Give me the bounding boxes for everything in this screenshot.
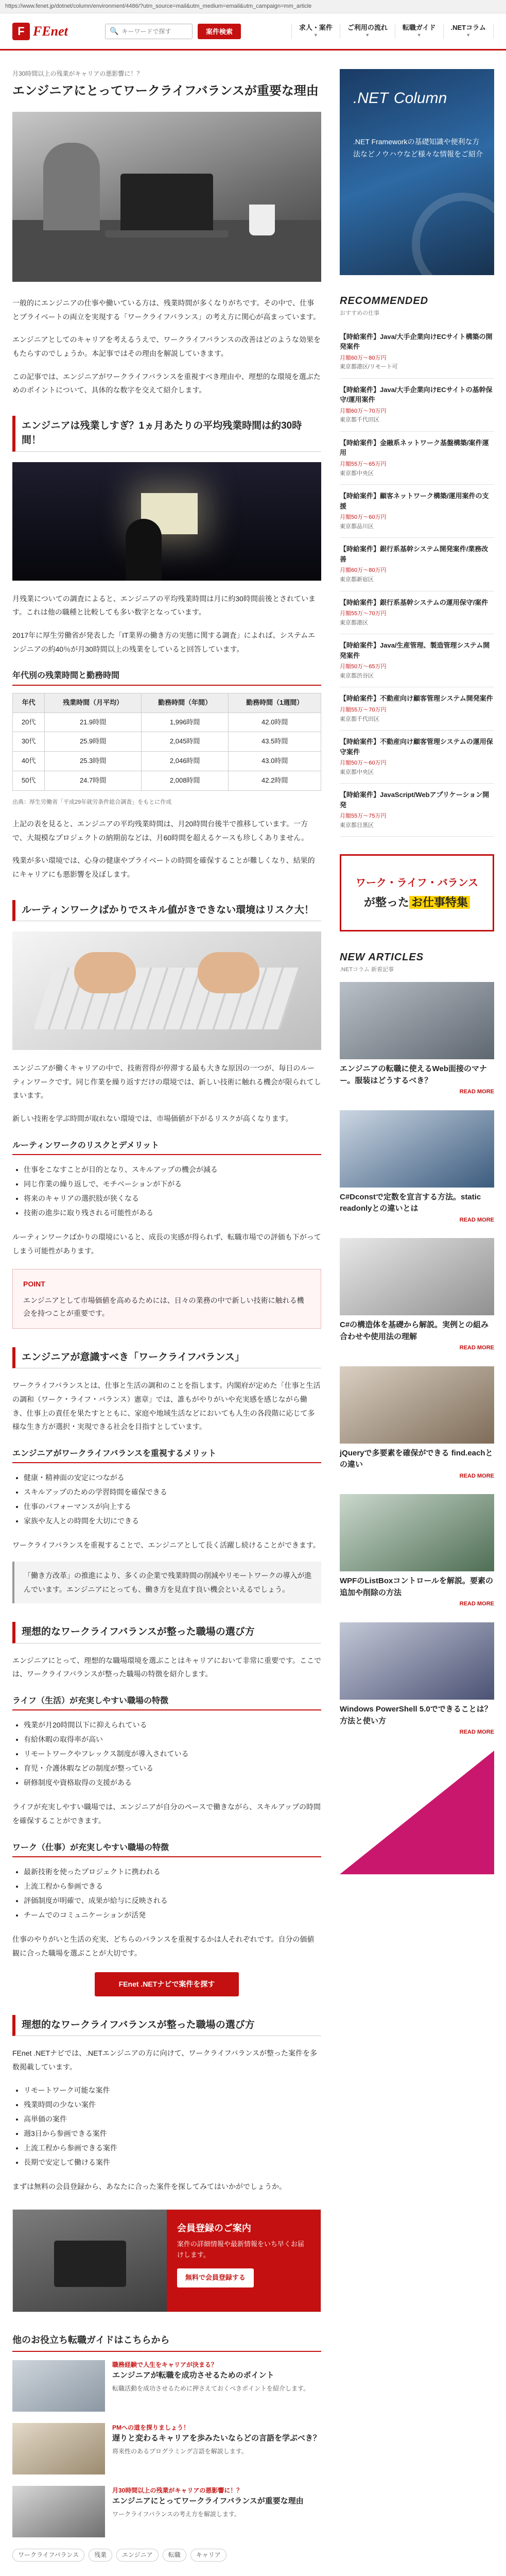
job-item[interactable]: 【時給案件】Java/生産管理、製造管理システム開発案件 月額50万〜65万円 東京都渋谷区 xyxy=(340,634,494,687)
note-box: 「働き方改革」の推進により、多くの企業で残業時間の削減やリモートワークの導入が進んでいます。エンジニアにとっても、働き方を見直す良い機会といえるでしょう。 xyxy=(12,1562,321,1603)
merit-list xyxy=(24,1470,321,1528)
banner-title: 会員登録のご案内 xyxy=(177,2223,251,2234)
logo-text: FEnet xyxy=(33,23,68,39)
body-paragraph: ワークライフバランスを重視することで、エンジニアとして長く活躍し続けることができます。 xyxy=(12,1541,320,1550)
new-articles-subheading: .NETコラム 新着記事 xyxy=(340,967,394,973)
register-button[interactable]: 無料で会員登録する xyxy=(177,2268,254,2287)
sidebar xyxy=(340,69,494,2576)
article-card[interactable]: Windows PowerShell 5.0でできることは？方法と使い方 READ MORE xyxy=(340,1622,494,1737)
work-feature-list xyxy=(24,1865,321,1922)
article-thumbnail xyxy=(340,1110,494,1188)
read-more-link[interactable]: READ MORE xyxy=(459,1089,494,1095)
table-row: 30代 25.9時間 2,045時間 43.5時間 xyxy=(13,732,321,752)
recommended-subheading: おすすめの仕事 xyxy=(340,310,380,316)
article-card[interactable]: エンジニアの転職に使えるWeb面接のマナー。服装はどうするべき？ READ MORE xyxy=(340,982,494,1097)
intro-paragraph: 一般的にエンジニアの仕事や働いている方は、残業時間が多くなりがちです。その中で、仕事とプライベートの両立を実現する「ワークライフバランス」の考え方に関心が高まっています。 xyxy=(12,299,321,321)
job-item[interactable]: 【時給案件】顧客ネットワーク構築/運用案件の支援 月額50万〜60万円 東京都品川区 xyxy=(340,485,494,538)
table-header: 勤務時間（年間） xyxy=(141,693,228,713)
list-item: • スキルアップのための学習時間を確保できる xyxy=(24,1485,321,1499)
list-item: • 残業が月20時間以下に抑えられている xyxy=(24,1718,321,1732)
article-thumbnail xyxy=(340,1366,494,1444)
chevron-down-icon: ▼ xyxy=(365,32,370,38)
list-item: • 同じ作業の繰り返しで、モチベーションが下がる xyxy=(24,1177,321,1191)
list-item: • 有給休暇の取得率が高い xyxy=(24,1732,321,1747)
intro-paragraph: この記事では、エンジニアがワークライフバランスを重視すべき理由や、理想的な環境を選ぶためのポイントについて、具体的な数字を交えて紹介します。 xyxy=(12,372,321,395)
hero-image xyxy=(12,112,321,282)
table-row: 20代 21.9時間 1,996時間 42.0時間 xyxy=(13,713,321,732)
net-column-word: Column xyxy=(393,90,447,107)
new-articles-heading: NEW ARTICLES xyxy=(340,952,424,963)
job-item[interactable]: 【時給案件】銀行系基幹システムの運用保守/案件 月額55万〜70万円 東京都港区 xyxy=(340,591,494,635)
nav-column[interactable]: .NETコラム ▼ xyxy=(443,24,494,39)
guide-thumbnail xyxy=(12,2423,105,2475)
list-item: • 長期で安定して働ける案件 xyxy=(24,2155,321,2170)
tag[interactable]: エンジニア xyxy=(116,2549,159,2562)
subsection-heading: 年代別の残業時間と勤務時間 xyxy=(12,669,321,686)
article-thumbnail xyxy=(340,1622,494,1700)
table-note: 出典：厚生労働省「平成29年就労条件総合調査」をもとに作成 xyxy=(12,799,172,805)
overtime-table xyxy=(12,693,321,791)
body-paragraph: 月残業についての調査によると、エンジニアの平均残業時間は月に約30時間前後とされています。これは他の職種と比較しても多い数字となっています。 xyxy=(12,594,316,617)
article-lead: 月30時間以上の残業がキャリアの悪影響に！？ xyxy=(12,70,143,77)
section-image xyxy=(12,931,321,1050)
read-more-link[interactable]: READ MORE xyxy=(459,1601,494,1607)
subsection-heading: エンジニアがワークライフバランスを重視するメリット xyxy=(12,1447,321,1464)
section-heading: 理想的なワークライフバランスが整った職場の選び方 xyxy=(12,2015,321,2037)
tag[interactable]: ワークライフバランス xyxy=(12,2549,84,2562)
job-item[interactable]: 【時給案件】JavaScript/Webアプリケーション開発 月額55万〜75万円 東京都目黒区 xyxy=(340,784,494,837)
guide-link[interactable]: 月30時間以上の残業がキャリアの悪影響に！？ エンジニアにとってワークライフバランスが重要な理由 ワークライフバランスの考え方を解説します。 xyxy=(12,2486,321,2537)
job-item[interactable]: 【時給案件】Java/大手企業向けECサイト構築の開発案件 月額60万〜80万円 東京都港区/リモート可 xyxy=(340,326,494,379)
list-item: • 最新技術を使ったプロジェクトに携われる xyxy=(24,1865,321,1879)
list-item: • 週3日から参画できる案件 xyxy=(24,2126,321,2141)
table-header: 年代 xyxy=(13,693,45,713)
wlb-feature-banner[interactable] xyxy=(340,854,494,931)
article-card[interactable]: C#Dconstで定数を宣言する方法。static readonlyとの違いとは READ MORE xyxy=(340,1110,494,1225)
tag-list xyxy=(12,2549,321,2562)
tag[interactable]: キャリア xyxy=(190,2549,226,2562)
wlb-line2b: お仕事特集 xyxy=(409,896,470,909)
chevron-down-icon: ▼ xyxy=(466,32,471,38)
net-column-title: .NET xyxy=(353,90,389,107)
routine-risk-list xyxy=(24,1162,321,1220)
search-button[interactable]: 案件検索 xyxy=(198,24,241,39)
guide-heading: 他のお役立ち転職ガイドはこちらから xyxy=(12,2333,321,2352)
logo-mark-icon: F xyxy=(12,23,30,40)
body-paragraph: ライフが充実しやすい職場では、エンジニアが自分のペースで働きながら、スキルアップの時間を確保することができます。 xyxy=(12,1803,321,1825)
section-image xyxy=(12,462,321,581)
job-item[interactable]: 【時給案件】Java/大手企業向けECサイトの基幹保守/運用案件 月額60万〜70万円 東京都千代田区 xyxy=(340,379,494,432)
body-paragraph: まずは無料の会員登録から、あなたに合った案件を探してみてはいかがでしょうか。 xyxy=(12,2182,286,2191)
list-item: • 上流工程から参画できる案件 xyxy=(24,2141,321,2155)
body-paragraph: 上記の表を見ると、エンジニアの平均残業時間は、月20時間台後半で推移しています。一方で、大規模なプロジェクトの納期前などは、月60時間を超えるケースも珍しくありません。 xyxy=(12,820,309,842)
life-feature-list xyxy=(24,1718,321,1790)
article-thumbnail xyxy=(340,1238,494,1315)
job-type-list xyxy=(24,2083,321,2170)
point-callout xyxy=(12,1269,321,1329)
section-heading: ルーティンワークばかりでスキル値がきできない環境はリスク大！ xyxy=(12,900,321,922)
search-box[interactable] xyxy=(105,24,193,39)
job-item[interactable]: 【時給案件】不動産向け顧客管理システムの運用保守案件 月額50万〜60万円 東京都中央区 xyxy=(340,731,494,784)
search-input[interactable] xyxy=(121,28,183,35)
section-heading: エンジニアは残業しすぎ？1ヵ月あたりの平均残業時間は約30時間！ xyxy=(12,416,321,452)
article-card[interactable]: C#の構造体を基礎から解説。実例との組み合わせや使用法の理解 READ MORE xyxy=(340,1238,494,1353)
sidebar-decoration xyxy=(340,1751,494,1874)
list-item: • 育児・介護休暇などの制度が整っている xyxy=(24,1761,321,1775)
read-more-link[interactable]: READ MORE xyxy=(459,1729,494,1736)
intro-paragraph: エンジニアとしてのキャリアを考えるうえで、ワークライフバランスの改善はどのような効果をもたらすのでしょうか。本記事ではその理由を解説していきます。 xyxy=(12,335,321,358)
article-card[interactable]: WPFのListBoxコントロールを解説。要素の追加や削除の方法 READ MORE xyxy=(340,1494,494,1609)
subsection-heading: ルーティンワークのリスクとデメリット xyxy=(12,1139,321,1156)
banner-image xyxy=(13,2210,167,2312)
net-column-banner[interactable] xyxy=(340,69,494,275)
callout-text: エンジニアとして市場価値を高めるためには、日々の業務の中で新しい技術に触れる機会を持つことが重要です。 xyxy=(23,1296,304,1317)
list-item: • 高単価の案件 xyxy=(24,2112,321,2126)
list-item: • 残業時間の少ない案件 xyxy=(24,2097,321,2112)
list-item: • 健康・精神面の安定につながる xyxy=(24,1470,321,1485)
list-item: • 仕事をこなすことが目的となり、スキルアップの機会が減る xyxy=(24,1162,321,1177)
list-item: • 上流工程から参画できる xyxy=(24,1879,321,1893)
guide-link[interactable]: 職務経験で人生をキャリアが決まる？ エンジニアが転職を成功させるためのポイント 転職活動を成功させるために押さえておくべきポイントを紹介します。 xyxy=(12,2360,321,2412)
nav-jobs[interactable]: 求人・案件 ▼ xyxy=(291,24,340,39)
find-jobs-button[interactable]: FEnet .NETナビで案件を探す xyxy=(95,1972,239,1996)
tag[interactable]: 残業 xyxy=(89,2549,112,2562)
page-title: エンジニアにとってワークライフバランスが重要な理由 xyxy=(12,84,319,98)
wlb-line1: ワーク・ライフ・バランス xyxy=(355,877,479,889)
tag[interactable]: 転職 xyxy=(163,2549,186,2562)
member-banner[interactable] xyxy=(12,2209,321,2312)
search-icon: 🔍 xyxy=(110,27,119,36)
page-body xyxy=(0,50,506,2576)
list-item: • チームでのコミュニケーションが活発 xyxy=(24,1908,321,1922)
read-more-link[interactable]: READ MORE xyxy=(459,1472,494,1479)
article-thumbnail xyxy=(340,982,494,1059)
browser-url[interactable]: https://www.fenet.jp/dotnet/column/environment/4486/?utm_source=mail&utm_medium=email&utm_campaign=mm_article xyxy=(0,0,506,13)
read-more-link[interactable]: READ MORE xyxy=(459,1345,494,1351)
table-row: 40代 25.3時間 2,046時間 43.0時間 xyxy=(13,752,321,771)
global-nav xyxy=(291,24,494,39)
body-paragraph: ルーティンワークばかりの環境にいると、成長の実感が得られず、転職市場での評価も下がってしまう可能性があります。 xyxy=(12,1233,321,1255)
list-item: • 将来のキャリアの選択肢が狭くなる xyxy=(24,1191,321,1206)
body-paragraph: エンジニアが働くキャリアの中で、技術習得が停滞する最も大きな原因の一つが、毎日のルーティンワークです。同じ作業を繰り返すだけの環境では、新しい技術に触れる機会が限られてしまいます。 xyxy=(12,1064,321,1100)
section-heading: 理想的なワークライフバランスが整った職場の選び方 xyxy=(12,1622,321,1643)
net-column-desc: .NET Frameworkの基礎知識や便利な方法などノウハウなど様々な情報をご紹介 xyxy=(353,138,483,158)
site-header xyxy=(0,13,506,50)
list-item: • リモートワークやフレックス制度が導入されている xyxy=(24,1747,321,1761)
job-item[interactable]: 【時給案件】金融系ネットワーク基盤構築/案件運用 月額55万〜65万円 東京都中央区 xyxy=(340,432,494,485)
article-main xyxy=(12,69,321,2576)
subsection-heading: ワーク（仕事）が充実しやすい職場の特徴 xyxy=(12,1841,321,1858)
body-paragraph: 仕事のやりがいと生活の充実、どちらのバランスを重視するかは人それぞれです。自分の価値観に合った職場を選ぶことが大切です。 xyxy=(12,1935,315,1957)
banner-text: 案件の詳細情報や最新情報をいち早くお届けします。 xyxy=(177,2240,304,2259)
chevron-down-icon: ▼ xyxy=(416,32,422,38)
list-item: • 技術の進歩に取り残される可能性がある xyxy=(24,1206,321,1220)
list-item: • リモートワーク可能な案件 xyxy=(24,2083,321,2097)
site-logo[interactable] xyxy=(12,21,105,42)
article-card[interactable]: jQueryで多要素を確保ができる find.eachとの違い READ MORE xyxy=(340,1366,494,1481)
nav-guide[interactable]: 転職ガイド ▼ xyxy=(395,24,443,39)
guide-thumbnail xyxy=(12,2360,105,2412)
job-item[interactable]: 【時給案件】銀行系基幹システム開発案件/業務改善 月額60万〜80万円 東京都新宿区 xyxy=(340,538,494,591)
article-thumbnail xyxy=(340,1494,494,1571)
job-item[interactable]: 【時給案件】不動産向け顧客管理システム開発案件 月額55万〜70万円 東京都千代田区 xyxy=(340,687,494,731)
guide-thumbnail xyxy=(12,2486,105,2537)
nav-flow[interactable]: ご利用の流れ ▼ xyxy=(340,24,395,39)
wlb-line2a: が整った xyxy=(363,895,409,909)
list-item: • 研修制度や資格取得の支援がある xyxy=(24,1775,321,1790)
callout-head: POINT xyxy=(23,1280,45,1289)
recommended-heading: RECOMMENDED xyxy=(340,295,429,307)
read-more-link[interactable]: READ MORE xyxy=(459,1216,494,1223)
body-paragraph: 新しい技術を学ぶ時間が取れない環境では、市場価値が下がるリスクが高くなります。 xyxy=(12,1114,293,1123)
list-item: • 評価制度が明確で、成果が給与に反映される xyxy=(24,1893,321,1908)
table-header: 勤務時間（1週間） xyxy=(229,693,321,713)
body-paragraph: 2017年に厚生労働省が発表した「IT業界の働き方の実態に関する調査」によれば、システムエンジニアの約40％が月30時間以上の残業をしていると回答しています。 xyxy=(12,631,316,653)
table-row: 50代 24.7時間 2,008時間 42.2時間 xyxy=(13,771,321,790)
list-item: • 仕事のパフォーマンスが向上する xyxy=(24,1499,321,1514)
list-item: • 家族や友人との時間を大切にできる xyxy=(24,1514,321,1528)
body-paragraph: エンジニアにとって、理想的な職場環境を選ぶことはキャリアにおいて非常に重要です。ここでは、ワークライフバランスが整った職場の特徴を紹介します。 xyxy=(12,1656,321,1679)
body-paragraph: 残業が多い環境では、心身の健康やプライベートの時間を確保することが難しくなり、結果的にキャリアにも悪影響を及ぼします。 xyxy=(12,856,315,879)
body-paragraph: ワークライフバランスとは、仕事と生活の調和のことを指します。内閣府が定めた「仕事と生活の調和（ワーク・ライフ・バランス）憲章」では、誰もがやりがいや充実感を感じながら働き、仕事上の責任を果たすとともに、家庭や地域生活などにおいても人生の各段階に応じて多様な生き方が選択・実現できる社会を目指すとしています。 xyxy=(12,1381,321,1431)
subsection-heading: ライフ（生活）が充実しやすい職場の特徴 xyxy=(12,1694,321,1711)
guide-link[interactable]: PMへの道を探りましょう！ 遅りと変わるキャリアを歩みたいならどの言語を学ぶべき？ 将来性のあるプログラミング言語を解説します。 xyxy=(12,2423,321,2475)
section-heading: エンジニアが意識すべき「ワークライフバランス」 xyxy=(12,1347,321,1369)
chevron-down-icon: ▼ xyxy=(313,32,318,38)
table-header: 残業時間（月平均） xyxy=(45,693,142,713)
body-paragraph: FEnet .NETナビでは、.NETエンジニアの方に向けて、ワークライフバランスが整った案件を多数掲載しています。 xyxy=(12,2049,318,2071)
